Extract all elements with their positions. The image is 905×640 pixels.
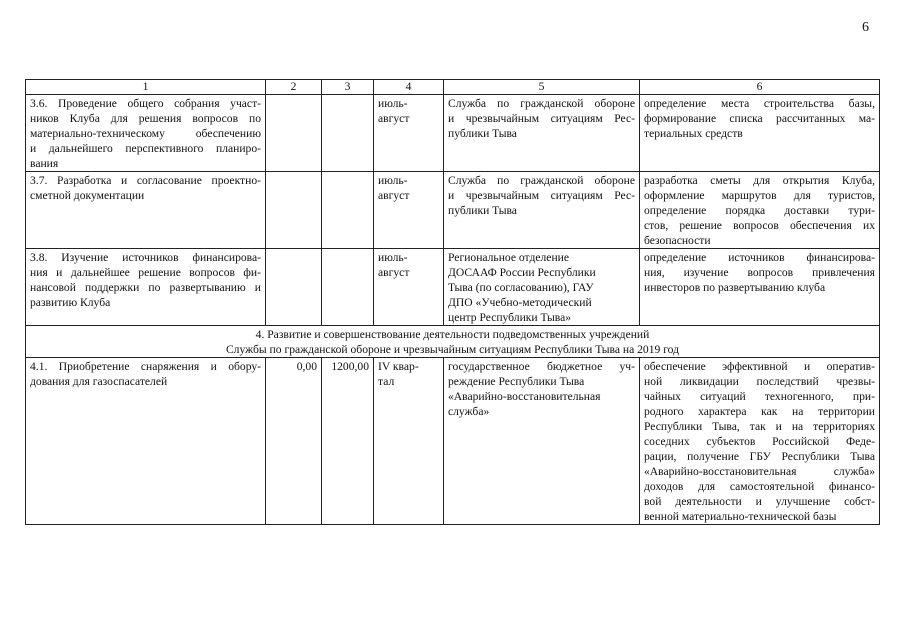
cell-line: август xyxy=(378,189,410,202)
result-cell xyxy=(640,172,880,249)
cell-line: безопасности xyxy=(644,234,711,247)
measure-cell xyxy=(26,95,266,172)
cell-line: тал xyxy=(378,375,395,388)
cell-line: IV квар- xyxy=(378,360,419,373)
column-header: 4 xyxy=(374,80,444,95)
table-row xyxy=(26,358,880,525)
cell-line: Служба по гражданской обороне xyxy=(448,174,635,187)
table-row xyxy=(26,249,880,326)
result-cell xyxy=(640,358,880,525)
section-title-line: Службы по гражданской обороне и чрезвычайным ситуациям Республики Тыва на 2019 год xyxy=(225,343,680,356)
cell-line: реждение Республики Тыва xyxy=(448,375,585,388)
cell-line: ДОСААФ России Республики xyxy=(448,266,596,279)
cell-line: ния, изучение вопросов привлечения xyxy=(644,266,875,279)
cell-line: 3.6. Проведение общего собрания участ- xyxy=(30,97,261,110)
cell-line: 3.7. Разработка и согласование проектно- xyxy=(30,174,261,187)
cell-line: и чрезвычайным ситуациям Рес- xyxy=(448,112,635,125)
cell-line: служба» xyxy=(448,405,490,418)
cell-line: август xyxy=(378,112,410,125)
cell-line: доходов для самостоятельной финансо- xyxy=(644,480,875,493)
measure-cell xyxy=(26,249,266,326)
cell-line: определение места строительства базы, xyxy=(644,97,875,110)
funding-2020-cell xyxy=(322,172,374,249)
section-header-row xyxy=(26,326,880,358)
measure-cell xyxy=(26,358,266,525)
cell-line: чайных ситуаций техногенного, при- xyxy=(644,390,875,403)
cell-line: инвесторов по развертыванию клуба xyxy=(644,281,826,294)
table-header-row xyxy=(26,80,880,95)
responsible-cell xyxy=(444,358,640,525)
period-cell xyxy=(374,95,444,172)
cell-line: ДПО «Учебно-методический xyxy=(448,296,592,309)
period-cell xyxy=(374,172,444,249)
cell-line: Тыва (по согласованию), ГАУ xyxy=(448,281,594,294)
funding-2019-cell xyxy=(266,172,322,249)
cell-line: 3.8. Изучение источников финансирова- xyxy=(30,251,261,264)
cell-line: 4.1. Приобретение снаряжения и обору- xyxy=(30,360,261,373)
cell-line: «Аварийно-восстановительная служба» xyxy=(644,465,875,478)
column-header: 2 xyxy=(266,80,322,95)
cell-line: териальных средств xyxy=(644,127,743,140)
cell-line: вания xyxy=(30,157,59,170)
funding-2020-cell: 1200,00 xyxy=(322,358,374,525)
cell-line: оформление маршрутов для туристов, xyxy=(644,189,875,202)
cell-line: сметной документации xyxy=(30,189,145,202)
responsible-cell xyxy=(444,95,640,172)
section-title-line: 4. Развитие и совершенствование деятельности подведомственных учреждений xyxy=(255,328,650,341)
funding-2019-cell: 0,00 xyxy=(266,358,322,525)
cell-line: июль- xyxy=(378,97,408,110)
responsible-cell xyxy=(444,249,640,326)
cell-line: дования для газоспасателей xyxy=(30,375,168,388)
measure-cell xyxy=(26,172,266,249)
period-cell xyxy=(374,358,444,525)
funding-2020-cell xyxy=(322,249,374,326)
cell-line: определение порядка доставки тури- xyxy=(644,204,875,217)
period-cell xyxy=(374,249,444,326)
column-header: 3 xyxy=(322,80,374,95)
cell-line: материально-техническому обеспечению xyxy=(30,127,261,140)
responsible-cell xyxy=(444,172,640,249)
cell-line: формирование списка рассчитанных ма- xyxy=(644,112,875,125)
cell-line: обеспечение эффективной и оператив- xyxy=(644,360,875,373)
cell-line: «Аварийно-восстановительная xyxy=(448,390,601,403)
cell-line: ной ликвидации последствий чрезвы- xyxy=(644,375,875,388)
cell-line: развитию Клуба xyxy=(30,296,111,309)
column-header: 1 xyxy=(26,80,266,95)
plan-table xyxy=(25,79,880,525)
result-cell xyxy=(640,249,880,326)
cell-line: рации, получение ГБУ Республики Тыва xyxy=(644,450,875,463)
page-number: 6 xyxy=(862,20,869,35)
funding-2020-cell xyxy=(322,95,374,172)
cell-line: соседних субъектов Российской Феде- xyxy=(644,435,875,448)
column-header: 5 xyxy=(444,80,640,95)
table-row xyxy=(26,95,880,172)
cell-line: государственное бюджетное уч- xyxy=(448,360,635,373)
cell-line: родного характера как на территории xyxy=(644,405,875,418)
cell-line: Региональное отделение xyxy=(448,251,569,264)
cell-line: нансовой поддержки по развертыванию и xyxy=(30,281,261,294)
cell-line: и чрезвычайным ситуациям Рес- xyxy=(448,189,635,202)
cell-line: разработка сметы для открытия Клуба, xyxy=(644,174,875,187)
table-row xyxy=(26,172,880,249)
cell-line: и дальнейшего перспективного планиро- xyxy=(30,142,261,155)
column-header: 6 xyxy=(640,80,880,95)
cell-line: ников Клуба для решения вопросов по xyxy=(30,112,261,125)
cell-line: Служба по гражданской обороне xyxy=(448,97,635,110)
funding-2019-cell xyxy=(266,249,322,326)
cell-line: публики Тыва xyxy=(448,127,517,140)
cell-line: определение источников финансирова- xyxy=(644,251,875,264)
cell-line: ния и дальнейшее решение вопросов фи- xyxy=(30,266,261,279)
cell-line: центр Республики Тыва» xyxy=(448,311,572,324)
cell-line: вой деятельности и улучшение собст- xyxy=(644,495,875,508)
cell-line: июль- xyxy=(378,251,408,264)
cell-line: июль- xyxy=(378,174,408,187)
cell-line: август xyxy=(378,266,410,279)
cell-line: стов, решение вопросов обеспечения их xyxy=(644,219,875,232)
cell-line: Республики Тыва, так и на территориях xyxy=(644,420,875,433)
cell-line: венной материально-технической базы xyxy=(644,510,837,523)
result-cell xyxy=(640,95,880,172)
section-title xyxy=(26,326,880,358)
cell-line: публики Тыва xyxy=(448,204,517,217)
funding-2019-cell xyxy=(266,95,322,172)
